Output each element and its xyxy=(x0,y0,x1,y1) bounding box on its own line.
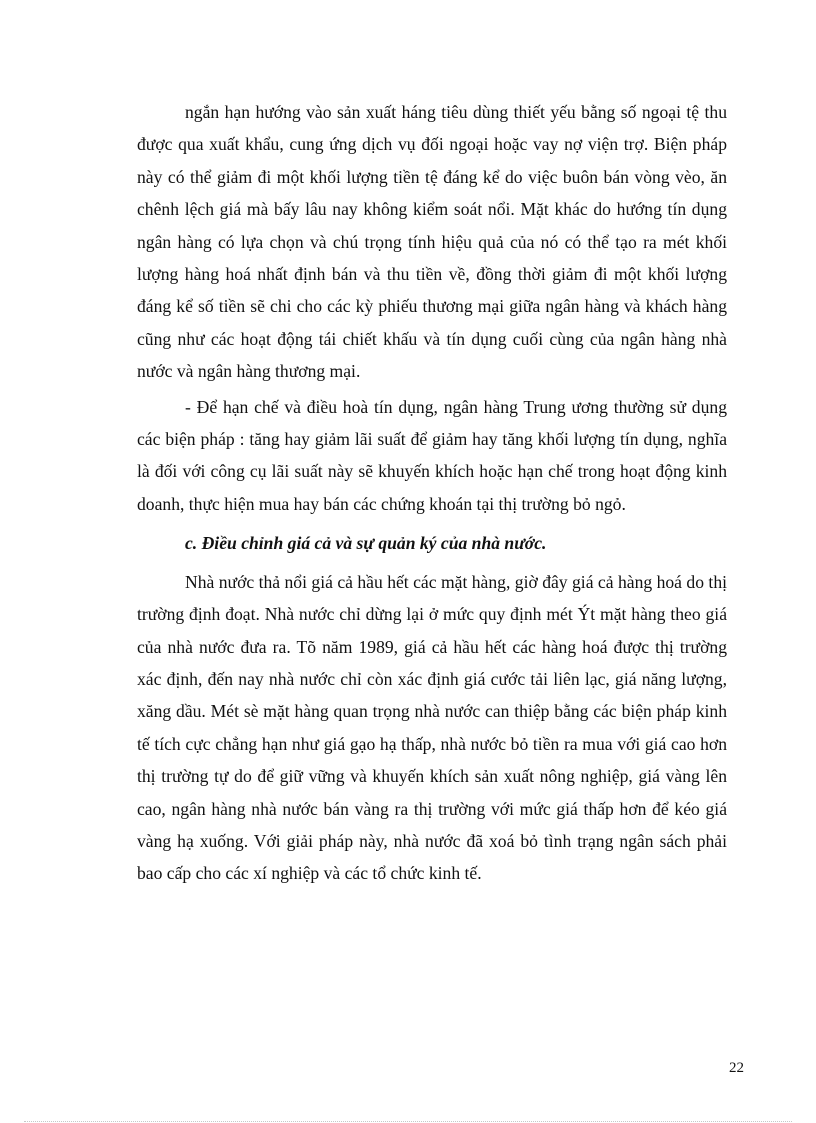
page-body xyxy=(137,96,727,890)
page-bottom-divider xyxy=(24,1121,792,1122)
paragraph-credit-regulation: - Để hạn chế và điều hoà tín dụng, ngân hàng Trung ương thường sử dụng các biện pháp : tăng hay giảm lãi suất để giảm hay tăng khối lượng tín dụng, nghĩa là đối với công cụ lãi suất này sẽ khuyến khích hoặc hạn chế trong hoạt động kinh doanh, thực hiện mua hay bán các chứng khoán tại thị trường bỏ ngỏ. xyxy=(137,396,727,514)
paragraph-price-regulation: Nhà nước thả nổi giá cả hầu hết các mặt hàng, giờ đây giá cả hàng hoá do thị trường định đoạt. Nhà nước chỉ dừng lại ở mức quy định mét Ýt mặt hàng theo giá của nhà nước đưa ra. Tõ năm 1989, giá cả hầu hết các hàng hoá được thị trường xác định, đến nay nhà nước chỉ còn xác định giá cước tải liên lạc, giá năng lượng, xăng dầu. Mét sè mặt hàng quan trọng nhà nước can thiệp bằng các biện pháp kinh tế tích cực chẳng hạn như giá gạo hạ thấp, nhà nước bỏ tiền ra mua với giá cao hơn thị trường tự do để giữ vững và khuyến khích sản xuất nông nghiệp, giá vàng lên cao, ngân hàng nhà nước bán vàng ra thị trường với mức giá thấp hơn để kéo giá vàng hạ xuống. Với giải pháp này, nhà nước đã xoá bỏ tình trạng ngân sách phải bao cấp cho các xí nghiệp và các tổ chức kinh tế. xyxy=(137,571,727,884)
section-heading: c. Điều chỉnh giá cả và sự quản ký của nhà nước. xyxy=(185,533,547,554)
paragraph-credit-direction: ngắn hạn hướng vào sản xuất háng tiêu dùng thiết yếu bằng số ngoại tệ thu được qua xuất khẩu, cung ứng dịch vụ đối ngoại hoặc vay nợ viện trợ. Biện pháp này có thể giảm đi một khối lượng tiền tệ đáng kể do việc buôn bán vòng vèo, ăn chênh lệch giá mà bấy lâu nay không kiểm soát nổi. Mặt khác do hướng tín dụng ngân hàng có lựa chọn và chú trọng tính hiệu quả của nó có thể tạo ra mét khối lượng hàng hoá nhất định bán và thu tiền về, đồng thời giảm đi một khối lượng đáng kể số tiền sẽ chi cho các kỳ phiếu thương mại giữa ngân hàng và khách hàng cũng như các hoạt động tái chiết khấu và tín dụng cuối cùng của ngân hàng nhà nước và ngân hàng thương mại. xyxy=(137,102,727,382)
page-number: 22 xyxy=(729,1060,744,1076)
